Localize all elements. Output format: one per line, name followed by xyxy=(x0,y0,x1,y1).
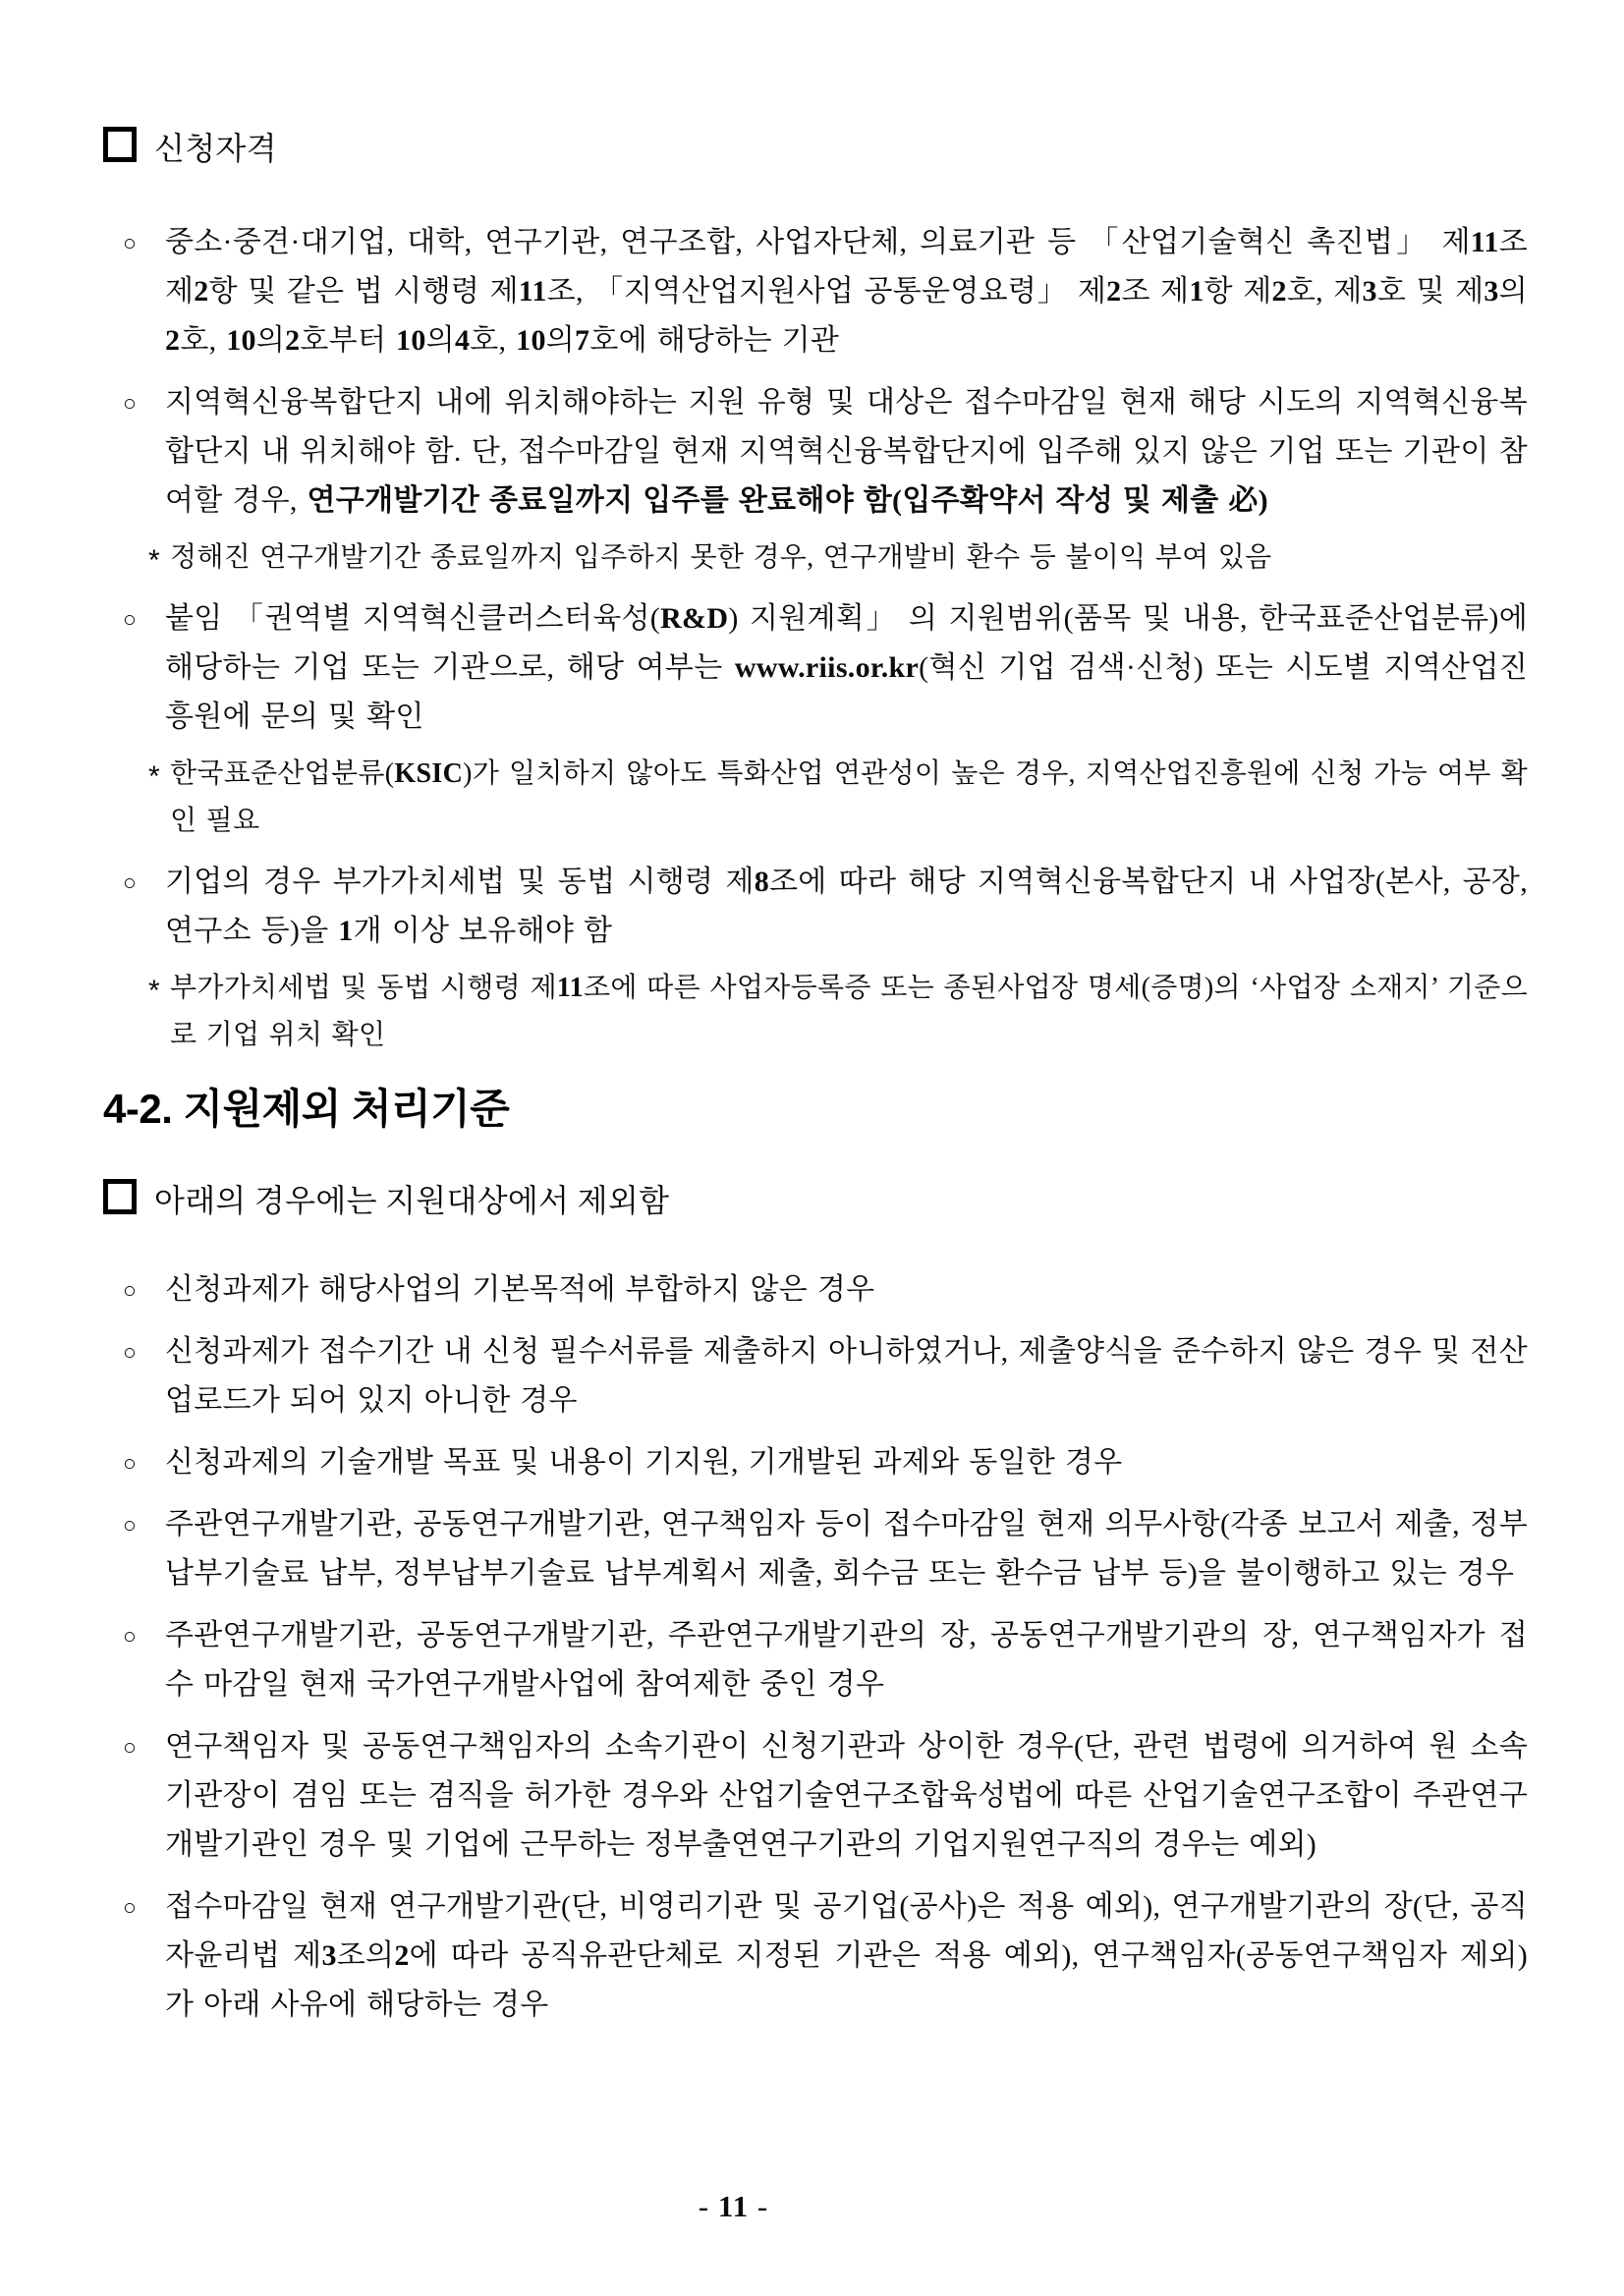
circle-bullet-marker: ○ xyxy=(123,1735,138,1761)
eligibility-item xyxy=(103,965,1528,1059)
latin-digit-run: www.riis.or.kr xyxy=(734,651,920,684)
paragraph-text: 주관연구개발기관, 공동연구개발기관, 연구책임자 등이 접수마감일 현재 의무사항(각종 보고서 제출, 정부납부기술료 납부, 정부납부기술료 납부계획서 제출, 회수금 또는 환수금 납부 등)을 불이행하고 있는 경우 xyxy=(165,1508,1528,1591)
latin-digit-run: 3 xyxy=(1362,275,1377,308)
latin-digit-run: 1 xyxy=(338,915,354,947)
paragraph-text: 접수마감일 현재 연구개발기관(단, 비영리기관 및 공기업(공사)은 적용 예외), 연구개발기관의 장(단, 공직자윤리법 제3조의2에 따라 공직유관단체로 지정된 기관은 적용 예외), 연구책임자(공동연구책임자 제외)가 아래 사유에 해당하는 경우 xyxy=(165,1890,1529,2022)
section-heading: 4-2. 지원제외 처리기준 xyxy=(103,1086,510,1132)
asterisk-marker: * xyxy=(148,760,160,793)
exclusion-item xyxy=(103,1500,1528,1598)
circle-bullet-marker: ○ xyxy=(123,1340,138,1366)
exclusion-item xyxy=(103,1611,1528,1709)
latin-digit-run: 2 xyxy=(394,1939,410,1973)
latin-digit-run: 1 xyxy=(1189,275,1204,308)
circle-bullet-marker: ○ xyxy=(123,607,138,632)
latin-digit-run: 11 xyxy=(717,2189,750,2223)
latin-digit-run: 2 xyxy=(285,324,301,357)
latin-digit-run: 7 xyxy=(575,324,590,357)
eligibility-item xyxy=(103,378,1528,526)
exclusion-list xyxy=(103,1265,1528,2030)
latin-digit-run: 11 xyxy=(1470,226,1499,258)
latin-digit-run: 2 xyxy=(165,324,181,357)
eligibility-list xyxy=(103,218,1528,1059)
paragraph-text: 붙임 「권역별 지역혁신클러스터육성(R&D) 지원계획」 의 지원범위(품목 및 내용, 한국표준산업분류)에 해당하는 기업 또는 기관으로, 해당 여부는 www.riis.or.kr(혁신 기업 검색·신청) 또는 시도별 지역산업진흥원에 문의 및 확인 xyxy=(165,602,1528,733)
exclusion-item xyxy=(103,1327,1528,1426)
paragraph-text: 기업의 경우 부가가치세법 및 동법 시행령 제8조에 따라 해당 지역혁신융복합단지 내 사업장(본사, 공장, 연구소 등)을 1개 이상 보유해야 함 xyxy=(165,866,1528,947)
latin-digit-run: 10 xyxy=(516,324,546,357)
asterisk-marker: * xyxy=(148,975,160,1007)
asterisk-marker: * xyxy=(148,544,160,577)
circle-bullet-marker: ○ xyxy=(123,1513,138,1539)
square-bullet-icon xyxy=(103,1179,137,1214)
exclusion-section-title: 아래의 경우에는 지원대상에서 제외함 xyxy=(154,1183,670,1219)
paragraph-text: 연구책임자 및 공동연구책임자의 소속기관이 신청기관과 상이한 경우(단, 관련 법령에 의거하여 원 소속 기관장이 겸임 또는 겸직을 허가한 경우와 산업기술연구조합육성법에 따른 산업기술연구조합이 주관연구개발기관인 경우 및 기업에 근무하는 정부출연연구기관의 기업지원연구직의 경우는 예외) xyxy=(165,1730,1528,1862)
eligibility-item xyxy=(103,858,1528,956)
latin-digit-run: 3 xyxy=(1484,275,1499,308)
eligibility-item xyxy=(103,218,1528,365)
latin-digit-run: 10 xyxy=(396,324,426,357)
paragraph-text: 신청과제가 접수기간 내 신청 필수서류를 제출하지 아니하였거나, 제출양식을 준수하지 않은 경우 및 전산 업로드가 되어 있지 아니한 경우 xyxy=(165,1335,1528,1418)
paragraph-text: 정해진 연구개발기간 종료일까지 입주하지 못한 경우, 연구개발비 환수 등 불이익 부여 있음 xyxy=(170,542,1272,573)
exclusion-item xyxy=(103,1265,1528,1315)
latin-digit-run: R&D xyxy=(660,602,729,635)
paragraph-text: 신청과제의 기술개발 목표 및 내용이 기지원, 기개발된 과제와 동일한 경우 xyxy=(165,1446,1123,1480)
latin-digit-run: 4 xyxy=(454,324,471,357)
eligibility-item xyxy=(103,534,1528,582)
paragraph-text: 연구개발기간 종료일까지 입주를 완료해야 함(입주확약서 작성 및 제출 必) xyxy=(307,484,1268,517)
circle-bullet-marker: ○ xyxy=(123,1895,138,1921)
circle-bullet-marker: ○ xyxy=(123,1278,138,1304)
latin-digit-run: 11 xyxy=(518,275,547,308)
latin-digit-run: 2 xyxy=(1271,275,1287,308)
exclusion-item xyxy=(103,1722,1528,1870)
latin-digit-run: 3 xyxy=(321,1939,337,1973)
latin-digit-run: 2 xyxy=(194,275,209,308)
paragraph-text: 한국표준산업분류(KSIC)가 일치하지 않아도 특화산업 연관성이 높은 경우, 지역산업진흥원에 신청 가능 여부 확인 필요 xyxy=(170,758,1528,836)
circle-bullet-marker: ○ xyxy=(123,1624,138,1650)
exclusion-section-header xyxy=(103,1175,1528,1226)
circle-bullet-marker: ○ xyxy=(123,231,138,255)
latin-digit-run: KSIC xyxy=(394,758,464,789)
exclusion-item xyxy=(103,1438,1528,1487)
eligibility-item xyxy=(103,751,1528,845)
paragraph-text: 지역혁신융복합단지 내에 위치해야하는 지원 유형 및 대상은 접수마감일 현재 해당 시도의 지역혁신융복합단지 내 위치해야 함. 단, 접수마감일 현재 지역혁신융복합단지에 입주해 있지 않은 기업 또는 기관이 참여할 경우, xyxy=(165,386,1528,517)
circle-bullet-marker: ○ xyxy=(123,1451,138,1477)
latin-digit-run: 11 xyxy=(556,973,584,1003)
latin-digit-run: 10 xyxy=(226,324,256,357)
circle-bullet-marker: ○ xyxy=(123,870,138,895)
circle-bullet-marker: ○ xyxy=(123,391,138,416)
eligibility-item xyxy=(103,594,1528,742)
paragraph-text: 주관연구개발기관, 공동연구개발기관, 주관연구개발기관의 장, 공동연구개발기관의 장, 연구책임자가 접수 마감일 현재 국가연구개발사업에 참여제한 중인 경우 xyxy=(165,1619,1528,1702)
latin-digit-run: 2 xyxy=(1106,275,1122,308)
page-number: - 11 - xyxy=(698,2189,769,2223)
eligibility-section-header xyxy=(103,123,1528,174)
latin-digit-run: 8 xyxy=(754,866,770,898)
exclusion-item xyxy=(103,1882,1528,2030)
paragraph-text: 부가가치세법 및 동법 시행령 제11조에 따른 사업자등록증 또는 종된사업장 명세(증명)의 ‘사업장 소재지’ 기준으로 기업 위치 확인 xyxy=(170,973,1528,1050)
paragraph-text: 중소·중견·대기업, 대학, 연구기관, 연구조합, 사업자단체, 의료기관 등 「산업기술혁신 촉진법」 제11조 제2항 및 같은 법 시행령 제11조, 「지역산업지원사업 공통운영요령」 제2조 제1항 제2호, 제3호 및 제3의2호, 10의2호부터 10의4호, 10의7호에 해당하는 기관 xyxy=(165,226,1528,357)
paragraph-text: 신청과제가 해당사업의 기본목적에 부합하지 않은 경우 xyxy=(165,1273,875,1307)
square-bullet-icon xyxy=(103,127,137,162)
eligibility-section-title: 신청자격 xyxy=(154,131,277,166)
